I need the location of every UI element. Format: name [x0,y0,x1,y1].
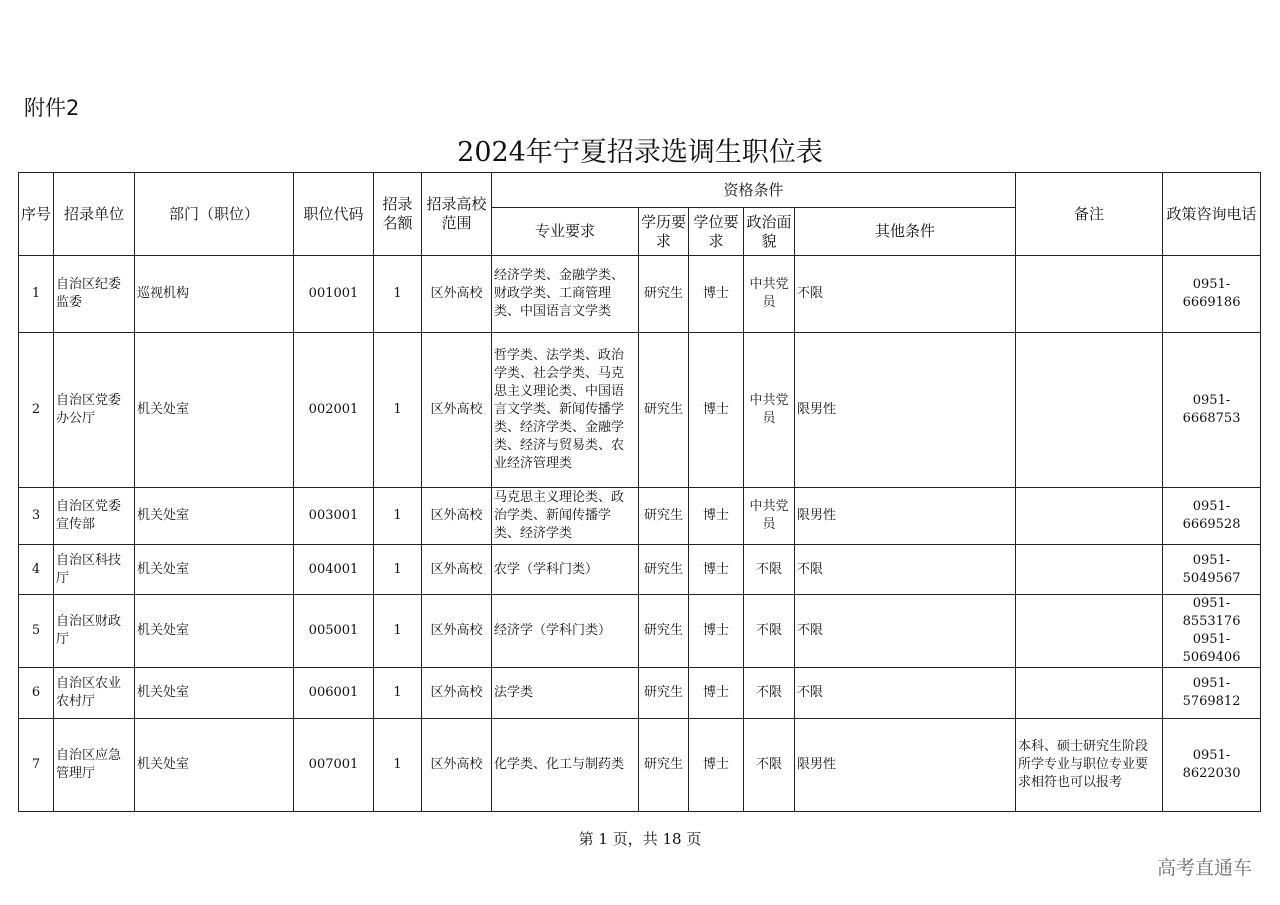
cell-major: 化学类、化工与制药类 [492,719,639,812]
table-row [19,333,1261,488]
cell-scope: 区外高校 [422,719,492,812]
cell-other: 不限 [795,256,1016,333]
cell-unit: 自治区科技厅 [54,545,135,595]
header-education: 学历要求 [639,208,689,256]
header-row-1 [19,173,1261,208]
cell-other: 限男性 [795,333,1016,488]
cell-seq: 3 [19,488,54,545]
cell-education: 研究生 [639,668,689,719]
cell-scope: 区外高校 [422,488,492,545]
page-footer: 第 1 页，共 18 页 [578,830,702,848]
cell-note [1016,545,1163,595]
header-major: 专业要求 [492,208,639,256]
cell-degree: 博士 [689,488,744,545]
cell-code: 003001 [294,488,374,545]
cell-dept: 机关处室 [135,333,294,488]
cell-note: 本科、硕士研究生阶段所学专业与职位专业要求相符也可以报考 [1016,719,1163,812]
cell-political: 不限 [744,545,795,595]
header-quota: 招录名额 [374,173,422,256]
cell-political: 不限 [744,668,795,719]
cell-unit: 自治区农业农村厅 [54,668,135,719]
cell-degree: 博士 [689,256,744,333]
cell-quota: 1 [374,256,422,333]
cell-dept: 机关处室 [135,545,294,595]
cell-degree: 博士 [689,333,744,488]
cell-major: 农学（学科门类） [492,545,639,595]
cell-seq: 4 [19,545,54,595]
header-political: 政治面貌 [744,208,795,256]
cell-seq: 2 [19,333,54,488]
cell-scope: 区外高校 [422,333,492,488]
header-degree: 学位要求 [689,208,744,256]
cell-dept: 机关处室 [135,668,294,719]
cell-quota: 1 [374,333,422,488]
cell-dept: 机关处室 [135,488,294,545]
cell-other: 限男性 [795,719,1016,812]
cell-phone: 0951-5769812 [1163,668,1261,719]
cell-quota: 1 [374,719,422,812]
cell-seq: 6 [19,668,54,719]
cell-other: 不限 [795,668,1016,719]
cell-note [1016,333,1163,488]
cell-phone [1163,595,1261,668]
cell-political: 中共党员 [744,488,795,545]
cell-dept: 机关处室 [135,719,294,812]
cell-quota: 1 [374,545,422,595]
cell-political: 不限 [744,719,795,812]
cell-scope: 区外高校 [422,256,492,333]
cell-note [1016,595,1163,668]
positions-table [18,172,1261,812]
cell-major: 经济学类、金融学类、财政学类、工商管理类、中国语言文学类 [492,256,639,333]
cell-unit: 自治区党委办公厅 [54,333,135,488]
cell-scope: 区外高校 [422,595,492,668]
attachment-label: 附件2 [24,96,80,120]
cell-scope: 区外高校 [422,668,492,719]
cell-note [1016,256,1163,333]
cell-dept: 巡视机构 [135,256,294,333]
table-row [19,256,1261,333]
cell-phone-line-2: 0951-5069406 [1182,632,1241,665]
cell-degree: 博士 [689,719,744,812]
cell-seq: 5 [19,595,54,668]
table-row [19,719,1261,812]
header-code: 职位代码 [294,173,374,256]
header-seq: 序号 [19,173,54,256]
cell-dept: 机关处室 [135,595,294,668]
cell-education: 研究生 [639,488,689,545]
table-row [19,488,1261,545]
cell-code: 004001 [294,545,374,595]
cell-other: 不限 [795,545,1016,595]
cell-scope: 区外高校 [422,545,492,595]
watermark: 高考直通车 [1156,857,1252,879]
cell-unit: 自治区纪委监委 [54,256,135,333]
cell-code: 001001 [294,256,374,333]
cell-major: 马克思主义理论类、政治学类、新闻传播学类、经济学类 [492,488,639,545]
cell-phone-line-1: 0951-8553176 [1182,596,1241,629]
cell-quota: 1 [374,488,422,545]
cell-education: 研究生 [639,719,689,812]
cell-political: 中共党员 [744,256,795,333]
cell-major: 哲学类、法学类、政治学类、社会学类、马克思主义理论类、中国语言文学类、新闻传播学类、经济学类、金融学类、经济与贸易类、农业经济管理类 [492,333,639,488]
table-row [19,545,1261,595]
cell-education: 研究生 [639,256,689,333]
header-dept: 部门（职位） [135,173,294,256]
header-phone: 政策咨询电话 [1163,173,1261,256]
cell-degree: 博士 [689,545,744,595]
cell-note [1016,668,1163,719]
cell-unit: 自治区应急管理厅 [54,719,135,812]
cell-education: 研究生 [639,595,689,668]
cell-major: 法学类 [492,668,639,719]
cell-seq: 7 [19,719,54,812]
header-qualifications: 资格条件 [492,173,1016,208]
cell-unit: 自治区党委宣传部 [54,488,135,545]
cell-code: 002001 [294,333,374,488]
cell-major: 经济学（学科门类） [492,595,639,668]
cell-political: 不限 [744,595,795,668]
cell-education: 研究生 [639,545,689,595]
cell-degree: 博士 [689,595,744,668]
cell-code: 007001 [294,719,374,812]
cell-quota: 1 [374,595,422,668]
cell-code: 006001 [294,668,374,719]
cell-political: 中共党员 [744,333,795,488]
cell-degree: 博士 [689,668,744,719]
cell-phone: 0951-6668753 [1163,333,1261,488]
header-unit: 招录单位 [54,173,135,256]
table-row [19,668,1261,719]
cell-quota: 1 [374,668,422,719]
header-other: 其他条件 [795,208,1016,256]
document-title: 2024年宁夏招录选调生职位表 [457,137,823,168]
cell-note [1016,488,1163,545]
table-row [19,595,1261,668]
cell-phone: 0951-6669528 [1163,488,1261,545]
cell-other: 限男性 [795,488,1016,545]
cell-phone: 0951-5049567 [1163,545,1261,595]
cell-unit: 自治区财政厅 [54,595,135,668]
header-scope: 招录高校范围 [422,173,492,256]
cell-code: 005001 [294,595,374,668]
cell-seq: 1 [19,256,54,333]
cell-education: 研究生 [639,333,689,488]
cell-phone: 0951-6669186 [1163,256,1261,333]
header-note: 备注 [1016,173,1163,256]
cell-phone: 0951-8622030 [1163,719,1261,812]
cell-other: 不限 [795,595,1016,668]
